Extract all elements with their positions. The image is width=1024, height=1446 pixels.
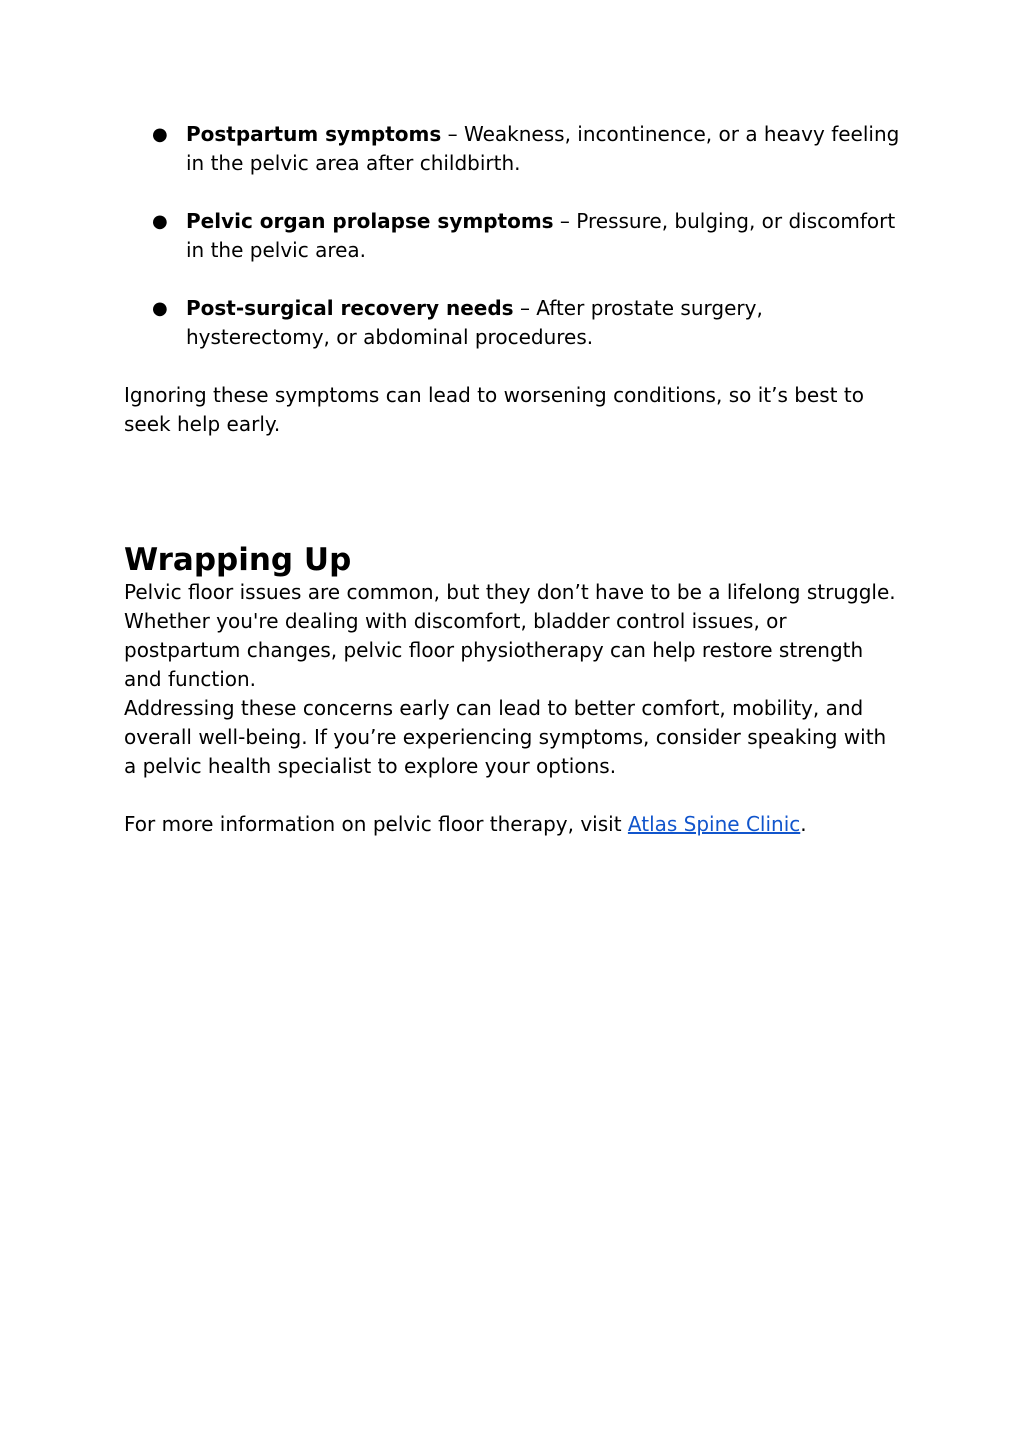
bullet-icon: ● — [152, 211, 168, 232]
symptom-list — [124, 120, 904, 352]
list-item — [124, 120, 904, 178]
list-item-term: Pelvic organ prolapse symptoms — [186, 209, 554, 233]
warning-paragraph: Ignoring these symptoms can lead to worsening conditions, so it’s best to seek help early. — [124, 383, 864, 436]
paragraph-spacer — [124, 781, 904, 810]
body-paragraph: Addressing these concerns early can lead to better comfort, mobility, and overall well-being. If you’re experiencing symptoms, consider speaking with a pelvic health specialist to explore your options. — [124, 696, 887, 778]
list-item-description: – After prostate surgery, hysterectomy, or abdominal procedures. — [186, 296, 763, 349]
list-item-term: Postpartum symptoms — [186, 122, 442, 146]
list-item-description: – Pressure, bulging, or discomfort in the pelvic area. — [186, 209, 896, 262]
list-item — [124, 294, 904, 352]
closing-prefix: For more information on pelvic floor therapy, visit — [124, 812, 628, 836]
list-item-term: Post-surgical recovery needs — [186, 296, 514, 320]
atlas-spine-clinic-link[interactable]: Atlas Spine Clinic — [627, 812, 801, 836]
section-heading: Wrapping Up — [124, 542, 352, 578]
list-item-description: – Weakness, incontinence, or a heavy feeling in the pelvic area after childbirth. — [186, 122, 900, 175]
list-item — [124, 207, 904, 265]
document-page — [124, 120, 904, 839]
bullet-icon: ● — [152, 298, 168, 319]
body-paragraph: Pelvic floor issues are common, but they don’t have to be a lifelong struggle. Whether you're dealing with discomfort, bladder control issues, or postpartum changes, pelvic floor physiotherapy can help restore strength and function. — [124, 580, 896, 691]
closing-suffix: . — [800, 812, 807, 836]
closing-paragraph — [124, 810, 904, 839]
bullet-icon: ● — [152, 124, 168, 145]
section-spacer — [124, 439, 904, 526]
